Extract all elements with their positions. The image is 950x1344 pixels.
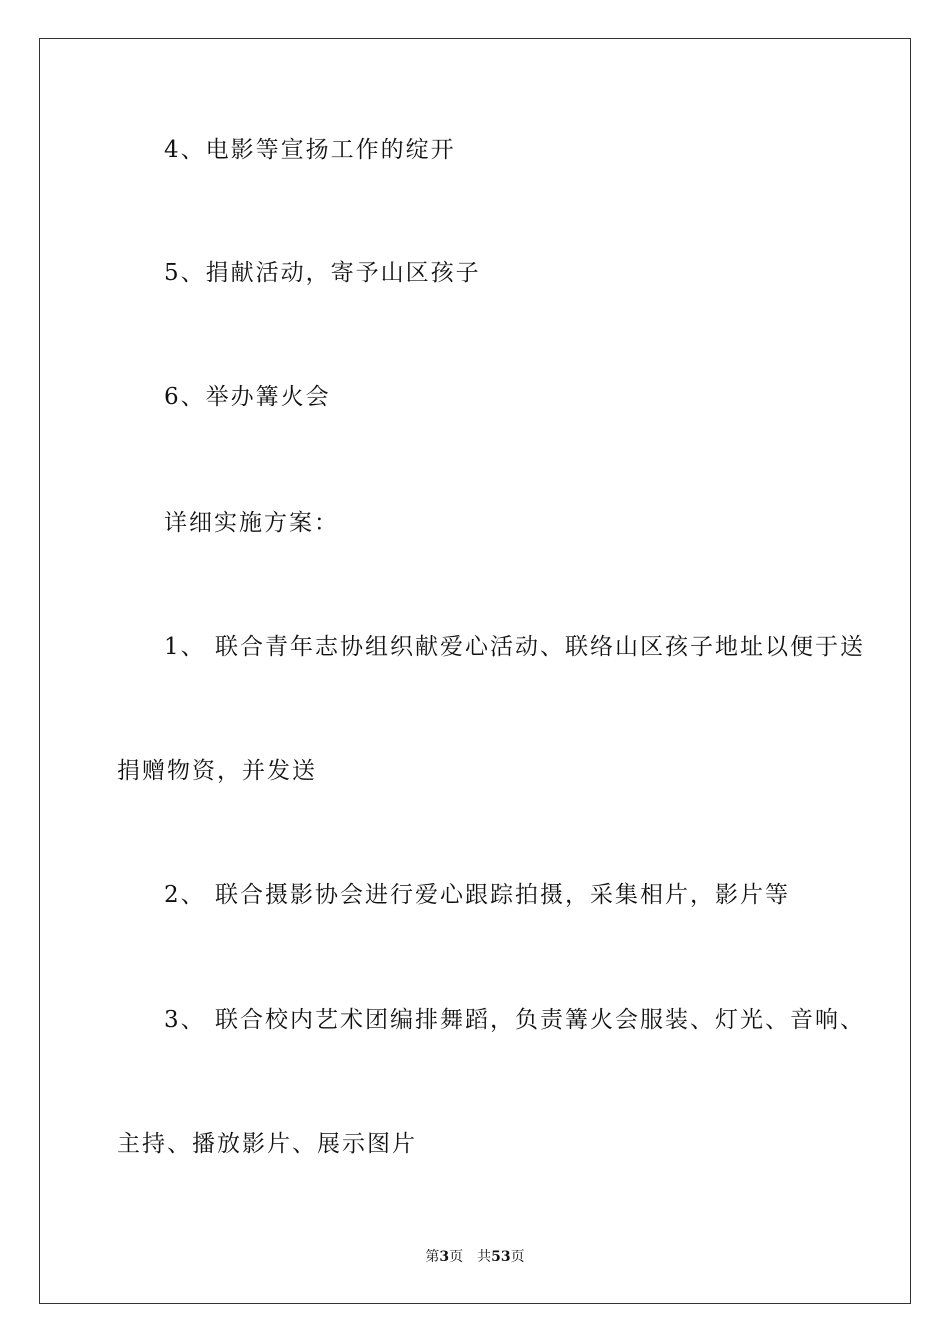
item-6-line: 6、举办篝火会 [164, 384, 331, 410]
page-suffix: 页 [449, 1249, 464, 1265]
page-footer [0, 1248, 950, 1266]
section-heading: 详细实施方案： [164, 510, 339, 536]
page-number: 3 [439, 1249, 450, 1265]
plan-item-2-line: 2、 联合摄影协会进行爱心跟踪拍摄，采集相片，影片等 [164, 882, 790, 908]
total-suffix: 页 [510, 1249, 525, 1265]
total-prefix: 共 [477, 1249, 492, 1265]
plan-item-3-line-2: 主持、播放影片、展示图片 [117, 1131, 417, 1157]
page-prefix: 第 [425, 1249, 440, 1265]
total-pages: 53 [491, 1249, 511, 1265]
plan-item-1-line-2: 捐赠物资，并发送 [117, 758, 317, 784]
item-4-line: 4、电影等宣扬工作的绽开 [164, 137, 456, 163]
plan-item-1-line-1: 1、 联合青年志协组织献爱心活动、联络山区孩子地址以便于送 [164, 634, 865, 660]
plan-item-3-line-1: 3、 联合校内艺术团编排舞蹈，负责篝火会服装、灯光、音响、 [164, 1007, 865, 1033]
item-5-line: 5、捐献活动，寄予山区孩子 [164, 260, 481, 286]
page-border [39, 38, 911, 1304]
